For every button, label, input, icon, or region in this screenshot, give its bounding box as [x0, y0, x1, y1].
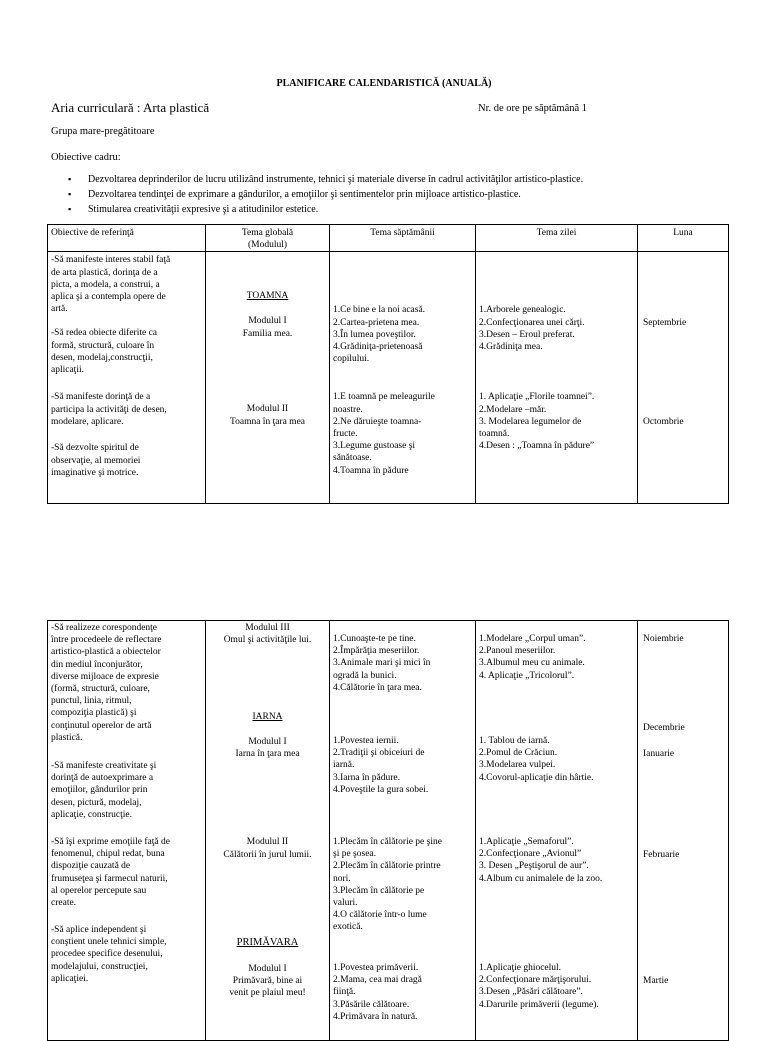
module-theme	[206, 975, 329, 999]
planning-table-2	[47, 620, 729, 1041]
text-line: 3.În lumea poveştilor.	[333, 329, 416, 340]
text-line: -Să aplice independent şi	[51, 925, 147, 935]
text-line: 2.Ne dăruieşte toamna-	[333, 416, 422, 427]
text-line: 2.Modelare –măr.	[479, 404, 547, 415]
text-line: copilului.	[333, 354, 370, 365]
text-line: 1.Povestea primăverii.	[333, 963, 419, 973]
text-line: 4. Aplicaţie „Tricolorul”.	[479, 670, 575, 681]
module-name: Modulul III	[245, 623, 290, 633]
text-line: modelajului, construcţiei,	[51, 961, 148, 972]
text-line: de arta plastică, dorinţa de a	[51, 267, 158, 278]
text-line: 1.Aplicaţie ghiocelul.	[479, 963, 562, 973]
objective-block	[51, 760, 156, 821]
objective-item: ▪ Stimularea creativităţii expresive şi a atitudinilor estetice.	[68, 202, 583, 217]
objective-block	[51, 327, 157, 376]
text-line: observaţie, al memoriei	[51, 455, 141, 466]
text-line: 4.Desen : „Toamna în pădure”	[479, 441, 595, 452]
module-name: Modulul II	[246, 404, 289, 415]
text-line: 1.Cunoaşte-te pe tine.	[333, 634, 416, 644]
text-line: 3. Modelarea legumelor de	[479, 416, 582, 427]
text-line: ogradă la bunici.	[333, 670, 397, 681]
text-line: formă, structură, culoare în	[51, 340, 155, 351]
text-line: 3. Desen „Peştişorul de aur”.	[479, 861, 589, 872]
text-line: 1. Tablou de iarnă.	[479, 736, 550, 746]
day-block	[479, 633, 586, 682]
season-label: PRIMĂVARA	[236, 937, 299, 948]
text-line: şi pe şosea.	[333, 849, 377, 860]
text-line: sănătoase.	[333, 453, 372, 464]
objective-block	[51, 442, 140, 479]
text-line: Primăvară, bine ai	[232, 976, 303, 986]
modules-cell	[206, 252, 330, 504]
module-theme: Călătorii în jurul lumii.	[223, 850, 312, 860]
text-line: plastică.	[51, 732, 83, 743]
text-line: -Să manifeste creativitate şi	[51, 761, 157, 771]
text-line: picta, a modela, a construi, a	[51, 279, 160, 290]
module-theme: Familia mea.	[242, 329, 293, 340]
text-line: fructe.	[333, 429, 358, 440]
text-line: create.	[51, 898, 77, 909]
days-cell	[476, 621, 638, 1041]
text-line: dorinţă de autoexprimare a	[51, 773, 154, 784]
text-line: 2.Plecăm în călătorie printre	[333, 861, 441, 872]
module-name: Modulul I	[248, 964, 287, 974]
text-line: 2.Confecţionarea unei cărţi.	[479, 317, 585, 328]
text-line: venit pe plaiul meu!	[229, 988, 306, 999]
text-line: 4.O călătorie într-o lume	[333, 910, 427, 921]
month-label: Februarie	[643, 850, 680, 860]
text-line: 4.Darurile primăverii (legume).	[479, 999, 599, 1010]
text-line: -Să manifeste dorinţă de a	[51, 392, 151, 403]
text-line: 4.Grădiniţa mea.	[479, 342, 543, 353]
header-day-theme: Tema zilei	[476, 225, 638, 252]
text-line: artistico-plastică a obiectelor	[51, 647, 161, 658]
objective-block	[51, 622, 162, 744]
text-line: 1.Ce bine e la noi acasă.	[333, 305, 426, 316]
header-global-theme: Tema globală (Modulul)	[206, 225, 330, 252]
objective-block	[51, 924, 167, 985]
day-block	[479, 836, 602, 885]
month-label: Martie	[643, 976, 669, 986]
text-line: toamnă.	[479, 429, 510, 440]
text-line: (formă, structură, culoare,	[51, 684, 150, 695]
text-line: 2.Pomul de Crăciun.	[479, 748, 558, 759]
season-label: IARNA	[252, 712, 283, 722]
week-block	[333, 304, 425, 365]
text-line: 2.Panoul meseriilor.	[479, 646, 556, 657]
text-line: între procedeele de reflectare	[51, 635, 162, 646]
text-line: desen, modelaj,construcţii,	[51, 352, 153, 363]
text-line: aplica şi a contempla opere de	[51, 292, 166, 303]
text-line: 2.Confecţionare „Avionul”	[479, 849, 582, 860]
module-name: Modulul II	[246, 837, 289, 847]
week-block	[333, 735, 428, 796]
text-line: 4.Poveştile la gura sobei.	[333, 784, 429, 795]
days-cell	[476, 252, 638, 504]
header-week-theme: Tema săptămânii	[330, 225, 476, 252]
text-line: noastre.	[333, 404, 363, 415]
text-line: modelare, aplicare.	[51, 416, 124, 427]
text-line: emoţiilor, gândurilor prin	[51, 785, 148, 796]
objective-item: ▪ Dezvoltarea deprinderilor de lucru utilizând instrumente, tehnici şi materiale diverse în cadrul activităţilor artistico-plastice.	[68, 172, 583, 187]
header-month: Luna	[638, 225, 729, 252]
weeks-cell	[330, 621, 476, 1041]
text-line: artă.	[51, 304, 68, 315]
module-name: Modulul I	[248, 737, 287, 747]
text-line: diverse mijloace de expresie	[51, 671, 159, 682]
week-block	[333, 962, 422, 1023]
module-theme: Iarna în ţara mea	[235, 749, 300, 759]
text-line: -Să redea obiecte diferite ca	[51, 328, 158, 339]
objective-block	[51, 391, 167, 428]
objective-block	[51, 254, 170, 315]
day-block	[479, 391, 594, 452]
month-label: Decembrie	[643, 723, 685, 733]
month-label: Noiembrie	[643, 634, 684, 644]
day-block	[479, 304, 585, 353]
text-line: 3.Albumul meu cu animale.	[479, 658, 585, 669]
text-line: 1.Arborele genealogic.	[479, 305, 566, 316]
text-line: 4.Primăvara în natură.	[333, 1011, 418, 1022]
text-line: 4.Călătorie în ţara mea.	[333, 682, 422, 693]
objectives-cell	[48, 252, 206, 504]
text-line: 3.Desen „Păsări călătoare”.	[479, 987, 583, 998]
text-line: 1.E toamnă pe meleagurile	[333, 392, 435, 403]
group-label: Grupa mare-pregătitoare	[51, 126, 155, 137]
objectives-label: Obiective cadru:	[51, 152, 121, 163]
text-line: 2.Mama, cea mai dragă	[333, 975, 422, 986]
months-cell	[638, 252, 729, 504]
text-line: 3.Iarna în pădure.	[333, 772, 400, 783]
text-line: 1.Plecăm în călătorie pe şine	[333, 837, 442, 847]
text-line: 3.Legume gustoase şi	[333, 441, 416, 452]
text-line: aplicaţie, construcţie.	[51, 809, 132, 820]
text-line: 2.Cartea-prietena mea.	[333, 317, 420, 328]
text-line: -Să realizeze corespondenţe	[51, 623, 158, 633]
text-line: conştient unele tehnici simple,	[51, 937, 167, 948]
text-line: -Să manifeste interes stabil faţă	[51, 255, 171, 266]
text-line: aplicaţii.	[51, 365, 84, 376]
modules-cell	[206, 621, 330, 1041]
text-line: participa la activităţi de desen,	[51, 404, 167, 415]
text-line: 2.Împărăţia meseriilor.	[333, 646, 420, 657]
text-line: valuri.	[333, 898, 358, 909]
text-line: compoziţia plastică) şi	[51, 708, 137, 719]
planning-table-1	[47, 224, 729, 504]
week-block	[333, 633, 430, 694]
month-label: Octombrie	[643, 417, 684, 428]
weeks-cell	[330, 252, 476, 504]
module-theme: Omul şi activităţile lui.	[223, 635, 312, 645]
objectives-cell	[48, 621, 206, 1041]
text-line: aplicaţiei.	[51, 973, 89, 984]
text-line: 3.Desen – Eroul preferat.	[479, 329, 575, 340]
objective-item: ▪ Dezvoltarea tendinţei de exprimare a gândurilor, a emoţiilor şi sentimentelor prin mijloace artistico-plastice.	[68, 187, 583, 202]
week-block	[333, 836, 442, 934]
text-line: 1.Povestea iernii.	[333, 736, 399, 746]
text-line: 1. Aplicaţie „Florile toamnei”.	[479, 392, 595, 403]
season-label: TOAMNA	[246, 291, 289, 302]
text-line: fenomenul, chipul redat, buna	[51, 849, 165, 860]
text-line: al operelor percepute sau	[51, 885, 147, 896]
text-line: 3.Păsările călătoare.	[333, 999, 410, 1010]
curricular-area: Aria curriculară : Arta plastică	[51, 100, 210, 115]
module-theme: Toamna în ţara mea	[229, 417, 306, 428]
text-line: nori.	[333, 873, 351, 884]
hours-per-week: Nr. de ore pe săptămână 1	[478, 103, 588, 114]
text-line: 3.Animale mari şi mici în	[333, 658, 431, 669]
objectives-list	[68, 172, 583, 217]
text-line: din mediul înconjurător,	[51, 659, 143, 670]
objective-block	[51, 836, 170, 909]
text-line: 1.Modelare „Corpul uman”.	[479, 634, 586, 644]
text-line: imaginative şi motrice.	[51, 467, 139, 478]
text-line: 2.Tradiţii şi obiceiuri de	[333, 748, 425, 759]
month-label: Ianuarie	[643, 749, 675, 759]
text-line: punctul, linia, ritmul,	[51, 696, 132, 707]
months-cell	[638, 621, 729, 1041]
text-line: 4.Toamna în pădure	[333, 465, 409, 476]
text-line: 4.Grădiniţa-prietenoasă	[333, 342, 423, 353]
text-line: 4.Covorul-aplicaţie din hârtie.	[479, 772, 594, 783]
text-line: dispoziţie cauzată de	[51, 861, 131, 872]
text-line: exotică.	[333, 922, 363, 933]
day-block	[479, 962, 599, 1011]
text-line: 1.Aplicaţie „Semaforul”.	[479, 837, 574, 847]
text-line: 3.Plecăm în călătorie pe	[333, 885, 425, 896]
page-title: PLANIFICARE CALENDARISTICĂ (ANUALĂ)	[276, 78, 492, 89]
header-objectives: Obiective de referinţă	[48, 225, 206, 252]
month-label: Septembrie	[643, 318, 687, 329]
text-line: frumuseţea şi farmecul naturii,	[51, 873, 168, 884]
text-line: fiinţă.	[333, 987, 356, 998]
text-line: -Să dezvolte spiritul de	[51, 443, 139, 454]
text-line: 3.Modelarea vulpei.	[479, 760, 556, 771]
text-line: 2.Confecţionare mărţişorului.	[479, 975, 592, 986]
text-line: 4.Album cu animalele de la zoo.	[479, 873, 603, 884]
module-name: Modulul I	[248, 316, 287, 327]
text-line: procedee specifice desenului,	[51, 949, 163, 960]
week-block	[333, 391, 435, 476]
day-block	[479, 735, 594, 784]
text-line: desen, pictură, modelaj,	[51, 797, 142, 808]
text-line: conţinutul operelor de artă	[51, 720, 152, 731]
text-line: iarnă.	[333, 760, 355, 771]
text-line: -Să îşi exprime emoţiile faţă de	[51, 837, 170, 847]
